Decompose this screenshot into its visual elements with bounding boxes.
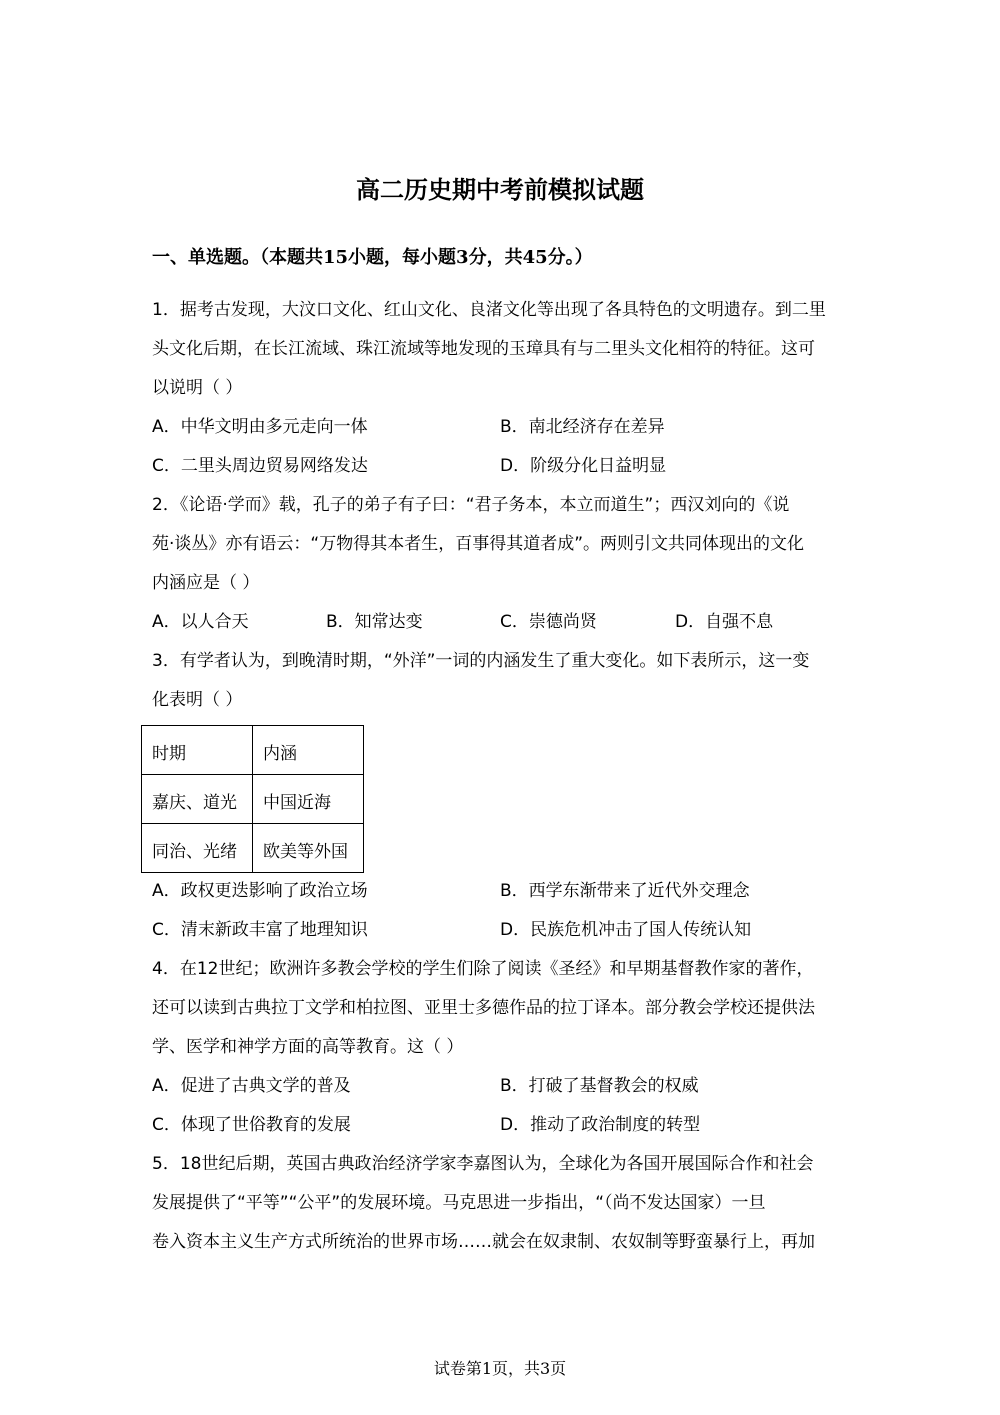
page-title: 高二历史期中考前模拟试题 — [356, 175, 644, 204]
q2-line-2: 苑·谈丛》亦有语云：“万物得其本者生，百事得其道者成”。两则引文共同体现出的文化 — [152, 534, 805, 554]
q3-line-1: 3．有学者认为，到晚清时期，“外洋”一词的内涵发生了重大变化。如下表所示，这一变 — [152, 651, 810, 671]
q1-option-d: D．阶级分化日益明显 — [500, 456, 667, 476]
table-row — [142, 775, 364, 824]
q2-option-d: D．自强不息 — [675, 612, 774, 632]
table-cell: 嘉庆、道光 — [142, 775, 253, 824]
q3-option-d: D．民族危机冲击了国人传统认知 — [500, 920, 752, 940]
q2-option-b: B．知常达变 — [326, 612, 423, 632]
q4-line-2: 还可以读到古典拉丁文学和柏拉图、亚里士多德作品的拉丁译本。部分教会学校还提供法 — [152, 998, 815, 1018]
table-header-cell: 内涵 — [253, 726, 364, 775]
q5-line-1: 5．18世纪后期，英国古典政治经济学家李嘉图认为，全球化为各国开展国际合作和社会 — [152, 1154, 814, 1174]
table-cell: 同治、光绪 — [142, 824, 253, 873]
q1-option-a: A．中华文明由多元走向一体 — [152, 417, 368, 437]
q5-line-3: 卷入资本主义生产方式所统治的世界市场……就会在奴隶制、农奴制等野蛮暴行上，再加 — [152, 1232, 815, 1252]
q3-line-2: 化表明（ ） — [152, 690, 243, 710]
q1-line-3: 以说明（ ） — [152, 378, 243, 398]
table-header-cell: 时期 — [142, 726, 253, 775]
q2-option-a: A．以人合天 — [152, 612, 249, 632]
q3-option-a: A．政权更迭影响了政治立场 — [152, 881, 368, 901]
q1-line-1: 1．据考古发现，大汶口文化、红山文化、良渚文化等出现了各具特色的文明遗存。到二里 — [152, 300, 826, 320]
q2-option-c: C．崇德尚贤 — [500, 612, 597, 632]
q5-line-2: 发展提供了“平等”“公平”的发展环境。马克思进一步指出，“（尚不发达国家）一旦 — [152, 1193, 766, 1213]
q2-line-1: 2．《论语·学而》载，孔子的弟子有子曰：“君子务本，本立而道生”；西汉刘向的《说 — [152, 495, 790, 515]
q4-line-3: 学、医学和神学方面的高等教育。这（ ） — [152, 1037, 464, 1057]
q4-option-d: D．推动了政治制度的转型 — [500, 1115, 701, 1135]
table-cell: 欧美等外国 — [253, 824, 364, 873]
q3-option-b: B．西学东渐带来了近代外交理念 — [500, 881, 750, 901]
page-footer: 试卷第1页，共3页 — [433, 1359, 567, 1378]
q2-line-3: 内涵应是（ ） — [152, 573, 260, 593]
q4-option-a: A．促进了古典文学的普及 — [152, 1076, 351, 1096]
q1-option-b: B．南北经济存在差异 — [500, 417, 665, 437]
q1-line-2: 头文化后期，在长江流域、珠江流域等地发现的玉璋具有与二里头文化相符的特征。这可 — [152, 339, 815, 359]
q3-table — [141, 725, 364, 873]
section-heading: 一、单选题。（本题共15小题，每小题3分，共45分。） — [152, 247, 593, 268]
table-row — [142, 726, 364, 775]
table-cell: 中国近海 — [253, 775, 364, 824]
table-row — [142, 824, 364, 873]
q3-option-c: C．清末新政丰富了地理知识 — [152, 920, 368, 940]
q1-option-c: C．二里头周边贸易网络发达 — [152, 456, 368, 476]
q4-line-1: 4．在12世纪；欧洲许多教会学校的学生们除了阅读《圣经》和早期基督教作家的著作， — [152, 959, 814, 979]
q4-option-b: B．打破了基督教会的权威 — [500, 1076, 699, 1096]
q4-option-c: C．体现了世俗教育的发展 — [152, 1115, 351, 1135]
